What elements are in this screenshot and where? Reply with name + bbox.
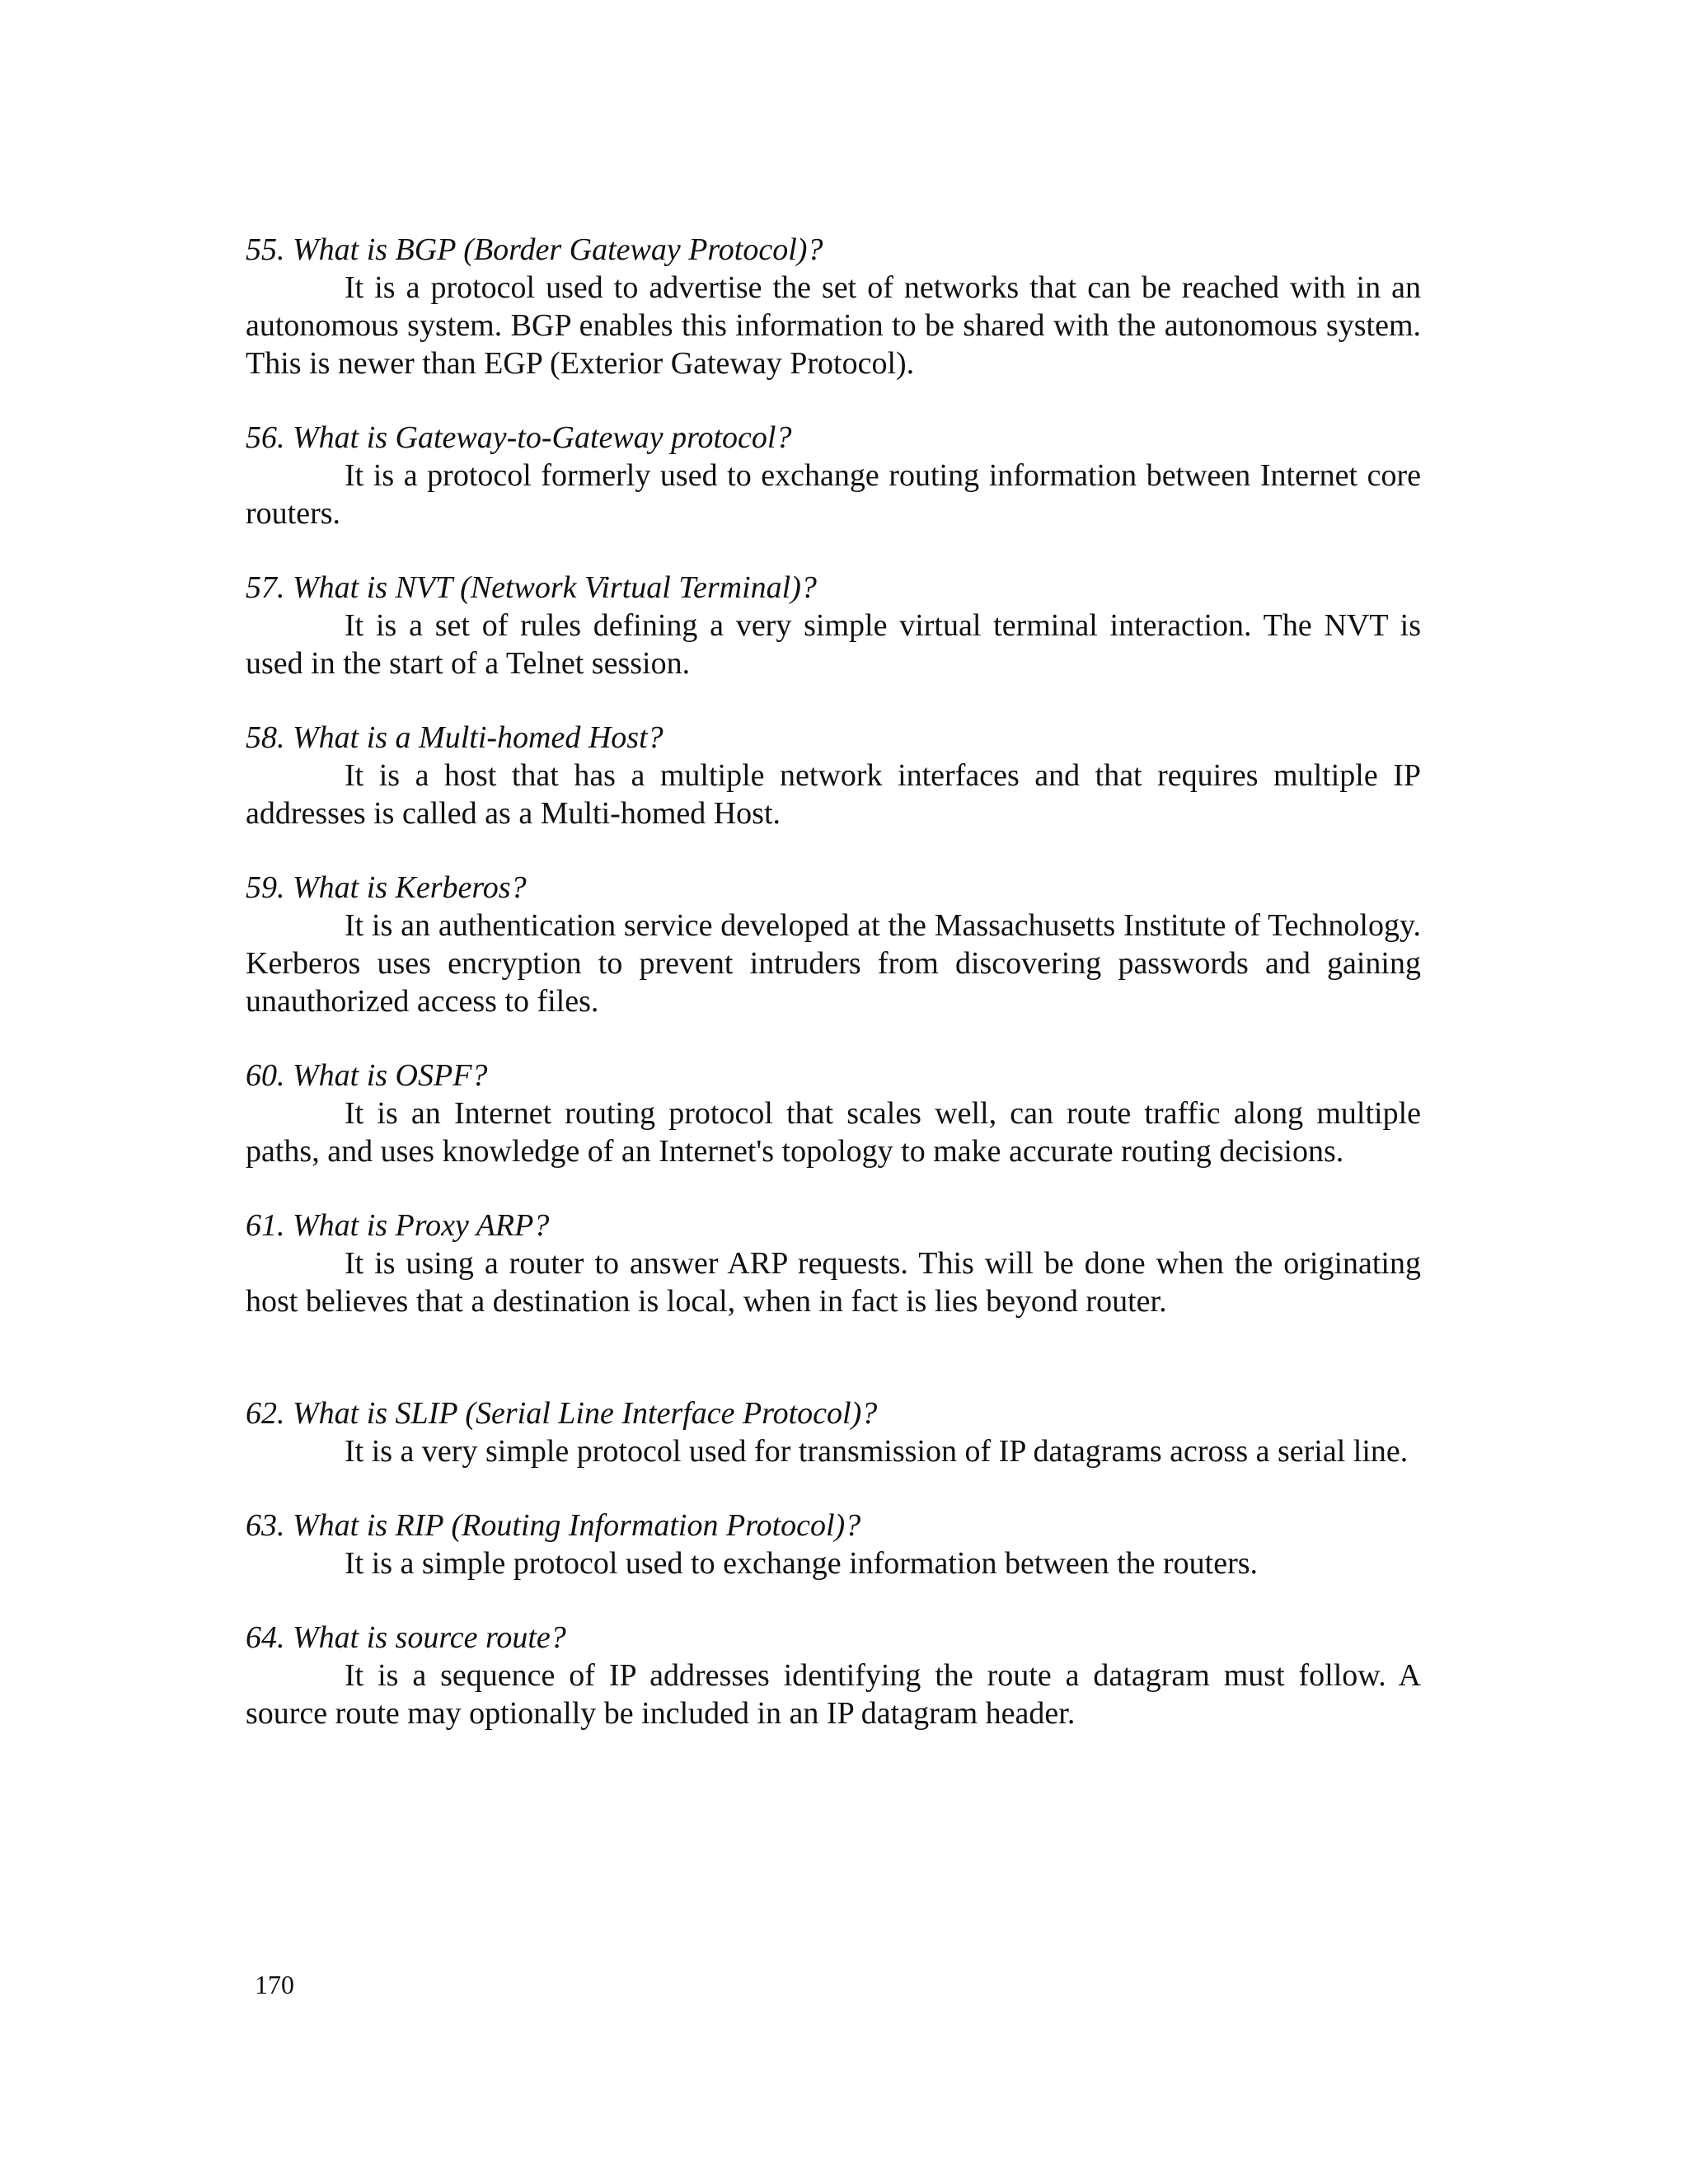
qa-item-58 <box>246 719 1421 832</box>
answer-text: It is a protocol used to advertise the set of networks that can be reached with in an autonomous system. BGP enables this information to be shared with the autonomous system. This is newer than EGP (Exterior Gateway Protocol). <box>246 270 1421 381</box>
qa-item-56 <box>246 419 1421 532</box>
question-heading: 61. What is Proxy ARP? <box>246 1208 550 1243</box>
question-heading: 60. What is OSPF? <box>246 1058 488 1093</box>
answer-text: It is an Internet routing protocol that scales well, can route traffic along multiple paths, and uses knowledge of an Internet's topology to make accurate routing decisions. <box>246 1096 1421 1169</box>
qa-item-61 <box>246 1207 1421 1320</box>
qa-list <box>246 231 1421 1769</box>
qa-item-60 <box>246 1057 1421 1170</box>
qa-item-64 <box>246 1619 1421 1732</box>
question-heading: 64. What is source route? <box>246 1620 566 1655</box>
qa-item-59 <box>246 869 1421 1020</box>
qa-item-55 <box>246 231 1421 382</box>
answer-text: It is a set of rules defining a very simple virtual terminal interaction. The NVT is used in the start of a Telnet session. <box>246 608 1421 681</box>
question-heading: 57. What is NVT (Network Virtual Terminal)? <box>246 570 817 605</box>
question-heading: 55. What is BGP (Border Gateway Protocol)? <box>246 232 823 267</box>
answer-text: It is an authentication service developed at the Massachusetts Institute of Technology. Kerberos uses encryption to prevent intruders from discovering passwords and gaining unauthorized access to files. <box>246 908 1421 1019</box>
question-heading: 63. What is RIP (Routing Information Protocol)? <box>246 1508 861 1543</box>
qa-item-63 <box>246 1507 1421 1582</box>
answer-text: It is using a router to answer ARP requests. This will be done when the originating host believes that a destination is local, when in fact is lies beyond router. <box>246 1246 1421 1319</box>
answer-text: It is a host that has a multiple network interfaces and that requires multiple IP addresses is called as a Multi-homed Host. <box>246 758 1421 831</box>
qa-item-57 <box>246 569 1421 682</box>
page-number: 170 <box>255 1970 294 1999</box>
question-heading: 59. What is Kerberos? <box>246 870 527 905</box>
question-heading: 58. What is a Multi-homed Host? <box>246 720 663 755</box>
answer-text: It is a sequence of IP addresses identifying the route a datagram must follow. A source route may optionally be included in an IP datagram header. <box>246 1658 1421 1731</box>
qa-item-62 <box>246 1394 1421 1470</box>
answer-text: It is a protocol formerly used to exchange routing information between Internet core routers. <box>246 458 1421 531</box>
answer-text: It is a very simple protocol used for transmission of IP datagrams across a serial line. <box>345 1434 1409 1469</box>
answer-text: It is a simple protocol used to exchange information between the routers. <box>345 1546 1259 1581</box>
question-heading: 56. What is Gateway-to-Gateway protocol? <box>246 420 792 455</box>
question-heading: 62. What is SLIP (Serial Line Interface Protocol)? <box>246 1396 878 1431</box>
